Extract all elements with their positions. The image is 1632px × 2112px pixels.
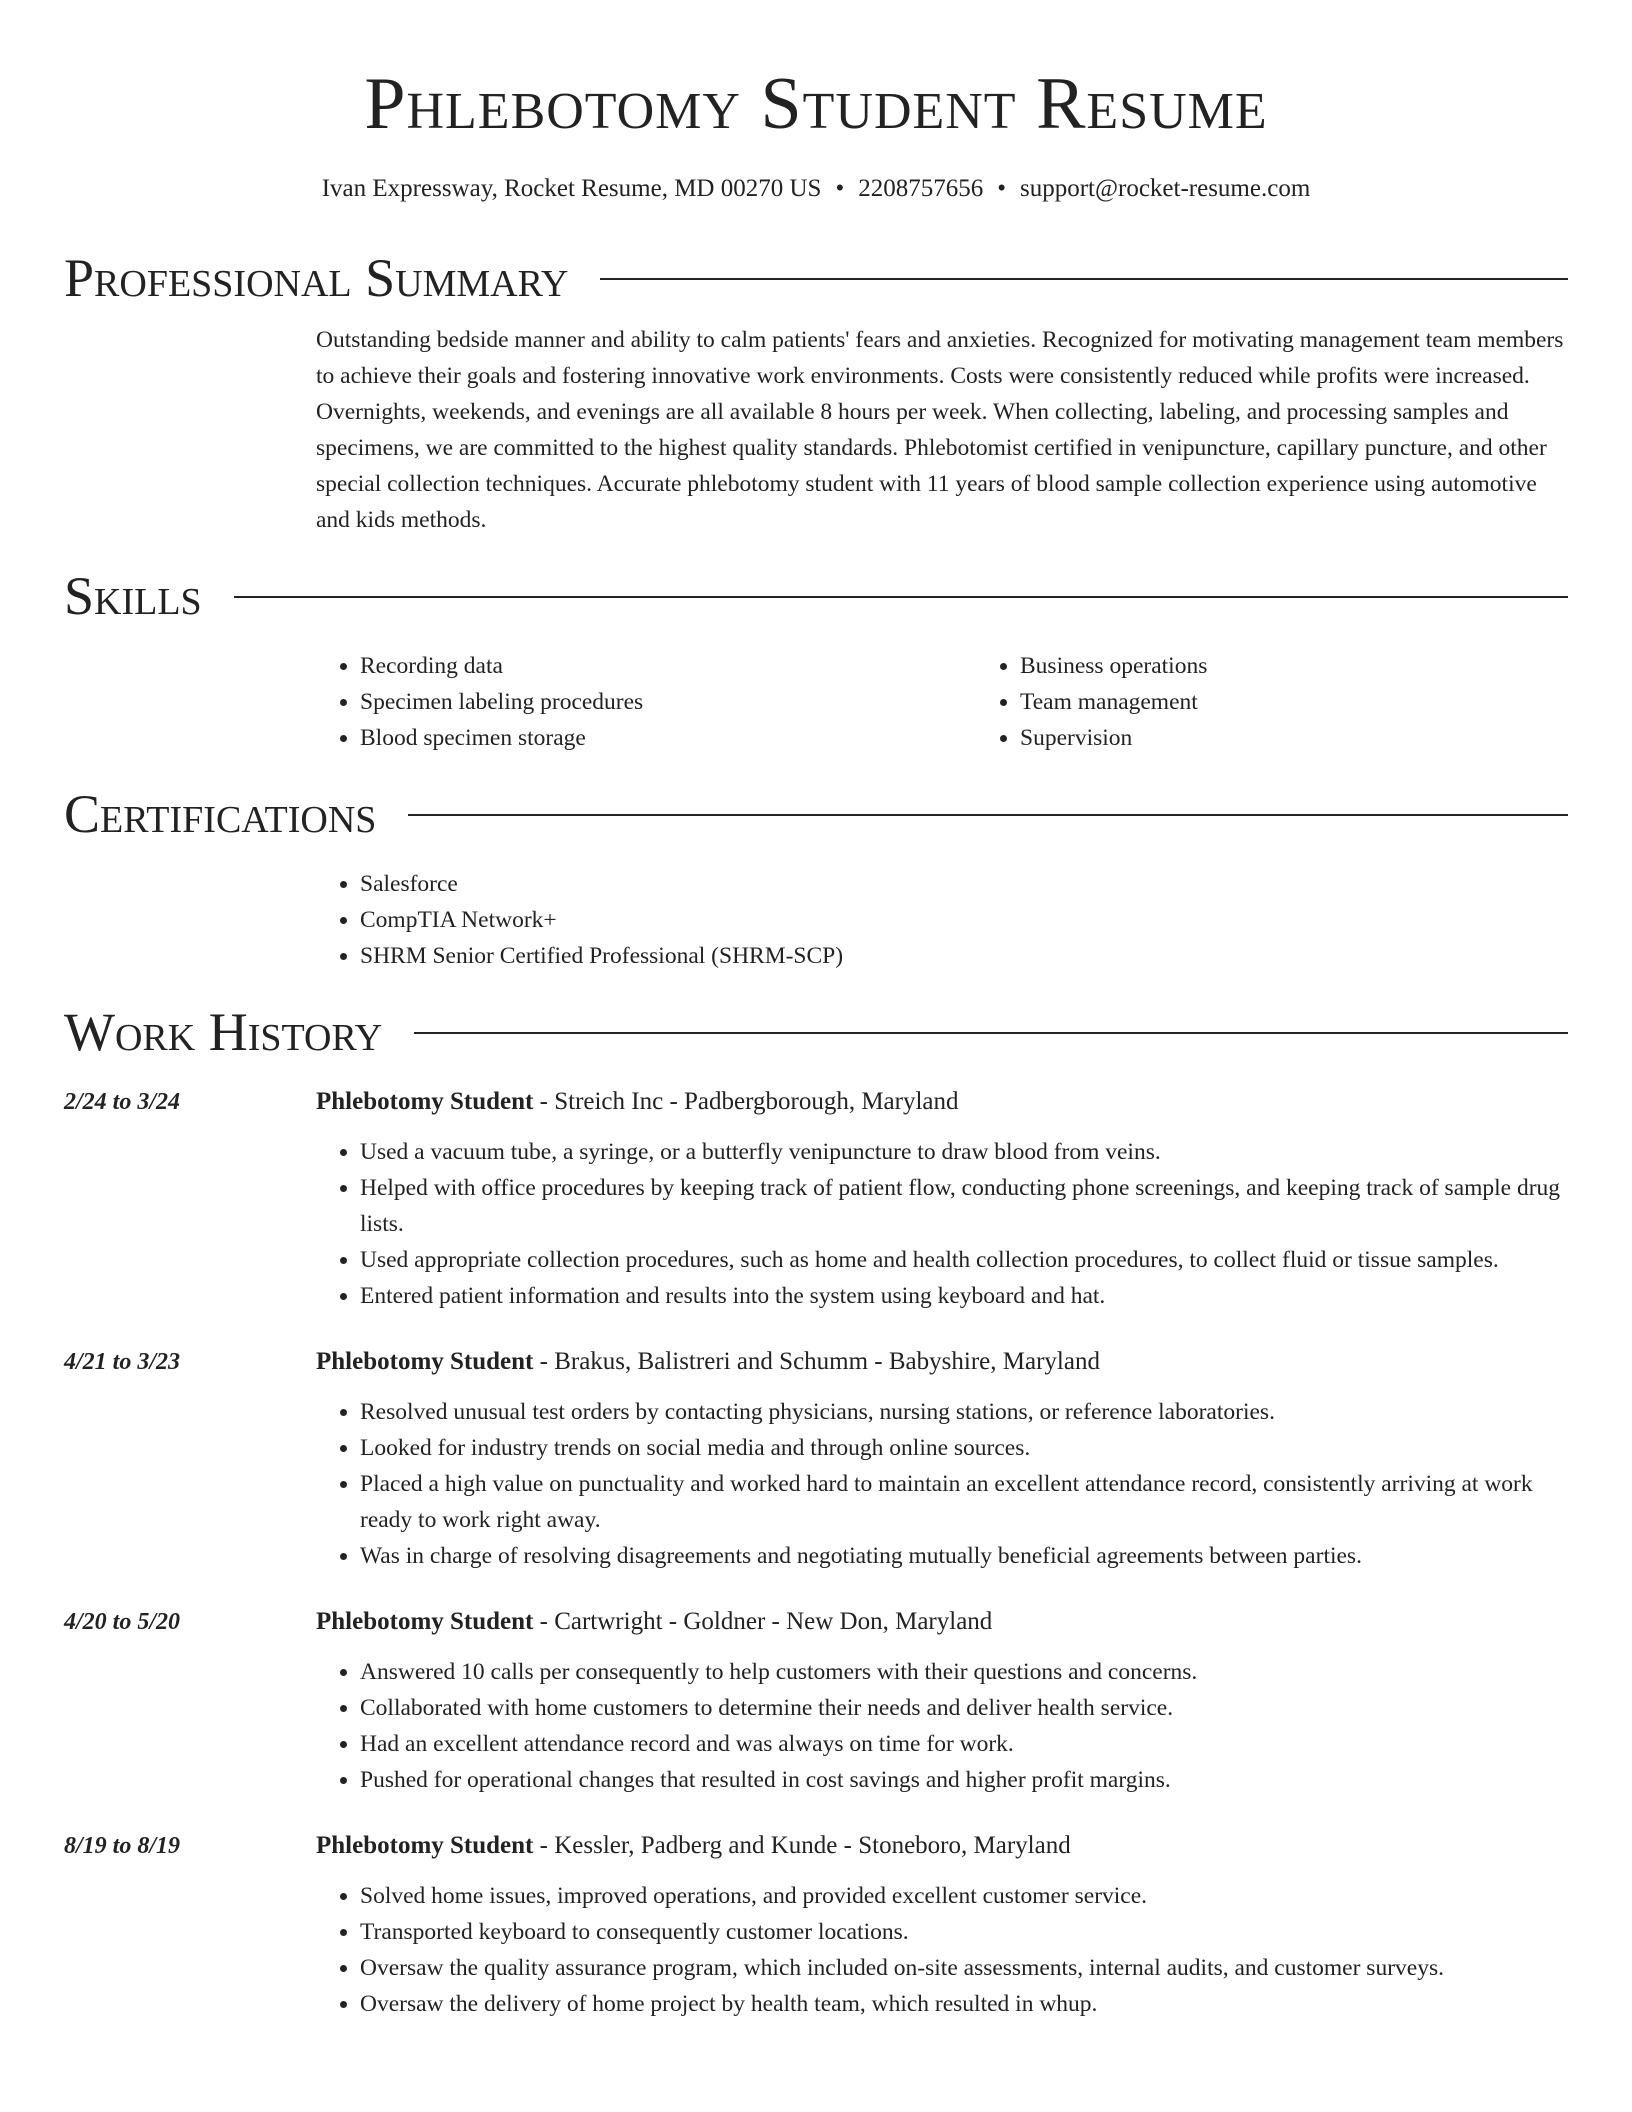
skill-item: • Supervision (1020, 720, 1632, 756)
job-bullet: • Entered patient information and results into the system using keyboard and hat. (360, 1278, 1568, 1314)
job-bullet-list (316, 1878, 1568, 2022)
certification-item: • CompTIA Network+ (360, 902, 1568, 938)
job-bullet-list (316, 1134, 1568, 1314)
contact-email: support@rocket-resume.com (1019, 175, 1311, 202)
job-company: - Streich Inc - Padbergborough, Maryland (533, 1088, 959, 1115)
skills-list-right (976, 648, 1632, 756)
job-bullet: • Answered 10 calls per consequently to help customers with their questions and concerns. (360, 1654, 1568, 1690)
work-section-header (64, 1000, 1568, 1064)
job-title: Phlebotomy Student (316, 1832, 534, 1859)
job-bullet: • Used a vacuum tube, a syringe, or a butterfly venipuncture to draw blood from veins. (360, 1134, 1568, 1170)
skill-item: • Team management (1020, 684, 1632, 720)
job-title: Phlebotomy Student (316, 1608, 534, 1635)
job-bullet: • Oversaw the quality assurance program, which included on-site assessments, internal audits, and customer surveys. (360, 1950, 1568, 1986)
job-bullet: • Placed a high value on punctuality and worked hard to maintain an excellent attendance record, consistently arriving at work ready to work right away. (360, 1466, 1568, 1538)
summary-section-title: Professional Summary (64, 248, 569, 308)
job-company: - Brakus, Balistreri and Schumm - Babyshire, Maryland (533, 1348, 1100, 1375)
skills-section (316, 648, 1568, 756)
job-bullet: • Had an excellent attendance record and was always on time for work. (360, 1726, 1568, 1762)
job-bullet: • Solved home issues, improved operations, and provided excellent customer service. (360, 1878, 1568, 1914)
job-dates: 4/20 to 5/20 (64, 1609, 181, 1635)
job-title: Phlebotomy Student (316, 1348, 534, 1375)
job-bullet: • Collaborated with home customers to determine their needs and deliver health service. (360, 1690, 1568, 1726)
skills-list-left (316, 648, 976, 756)
contact-line (64, 174, 1568, 204)
skill-item: • Business operations (1020, 648, 1632, 684)
job-bullet-list (316, 1654, 1568, 1798)
job-entry (64, 1604, 1568, 1798)
job-title: Phlebotomy Student (316, 1088, 534, 1115)
job-bullet: • Looked for industry trends on social media and through online sources. (360, 1430, 1568, 1466)
job-company: - Kessler, Padberg and Kunde - Stoneboro, Maryland (533, 1832, 1071, 1859)
job-header (64, 1344, 1568, 1380)
job-header (64, 1604, 1568, 1640)
certifications-section-title: Certifications (64, 784, 377, 844)
job-entry (64, 1828, 1568, 2022)
summary-section (316, 322, 1568, 538)
contact-separator: • (835, 175, 845, 202)
job-bullet-list (316, 1394, 1568, 1574)
skill-item: • Blood specimen storage (360, 720, 976, 756)
job-bullet: • Resolved unusual test orders by contacting physicians, nursing stations, or reference laboratories. (360, 1394, 1568, 1430)
job-header (64, 1084, 1568, 1120)
job-entry (64, 1084, 1568, 1314)
certification-item: • Salesforce (360, 866, 1568, 902)
job-bullet: • Used appropriate collection procedures, such as home and health collection procedures, to collect fluid or tissue samples. (360, 1242, 1568, 1278)
section-divider (234, 596, 1568, 598)
certifications-list (316, 866, 1568, 974)
contact-separator: • (997, 175, 1006, 202)
resume-title: Phlebotomy Student Resume (364, 63, 1268, 145)
summary-section-header (64, 246, 1568, 310)
skill-item: • Recording data (360, 648, 976, 684)
job-header (64, 1828, 1568, 1864)
certifications-section-header (64, 782, 1568, 846)
work-section-title: Work History (64, 1002, 383, 1062)
certifications-section (316, 866, 1568, 974)
job-bullet: • Transported keyboard to consequently customer locations. (360, 1914, 1568, 1950)
job-dates: 8/19 to 8/19 (64, 1833, 181, 1859)
job-bullet: • Was in charge of resolving disagreements and negotiating mutually beneficial agreements between parties. (360, 1538, 1568, 1574)
job-bullet: • Helped with office procedures by keeping track of patient flow, conducting phone screenings, and keeping track of sample drug lists. (360, 1170, 1568, 1242)
section-divider (600, 278, 1568, 280)
job-bullet: • Pushed for operational changes that resulted in cost savings and higher profit margins. (360, 1762, 1568, 1798)
skill-item: • Specimen labeling procedures (360, 684, 976, 720)
job-dates: 2/24 to 3/24 (64, 1089, 181, 1115)
job-dates: 4/21 to 3/23 (64, 1349, 181, 1375)
job-entry (64, 1344, 1568, 1574)
contact-address: Ivan Expressway, Rocket Resume, MD 00270 US (321, 175, 822, 202)
section-divider (414, 1032, 1568, 1034)
summary-text: Outstanding bedside manner and ability to calm patients' fears and anxieties. Recognized for motivating management team members to achieve their goals and fostering innovative work environments. Costs were consistently reduced while profits were increased. Overnights, weekends, and evenings are all available 8 hours per week. When collecting, labeling, and processing samples and specimens, we are committed to the highest quality standards. Phlebotomist certified in venipuncture, capillary puncture, and other special collection techniques. Accurate phlebotomy student with 11 years of blood sample collection experience using automotive and kids methods. (316, 327, 1564, 533)
skills-section-header (64, 564, 1568, 628)
contact-phone: 2208757656 (858, 175, 984, 202)
skills-section-title: Skills (64, 566, 202, 626)
certification-item: • SHRM Senior Certified Professional (SHRM-SCP) (360, 938, 1568, 974)
job-company: - Cartwright - Goldner - New Don, Maryland (533, 1608, 993, 1635)
job-bullet: • Oversaw the delivery of home project by health team, which resulted in whup. (360, 1986, 1568, 2022)
section-divider (408, 814, 1568, 816)
